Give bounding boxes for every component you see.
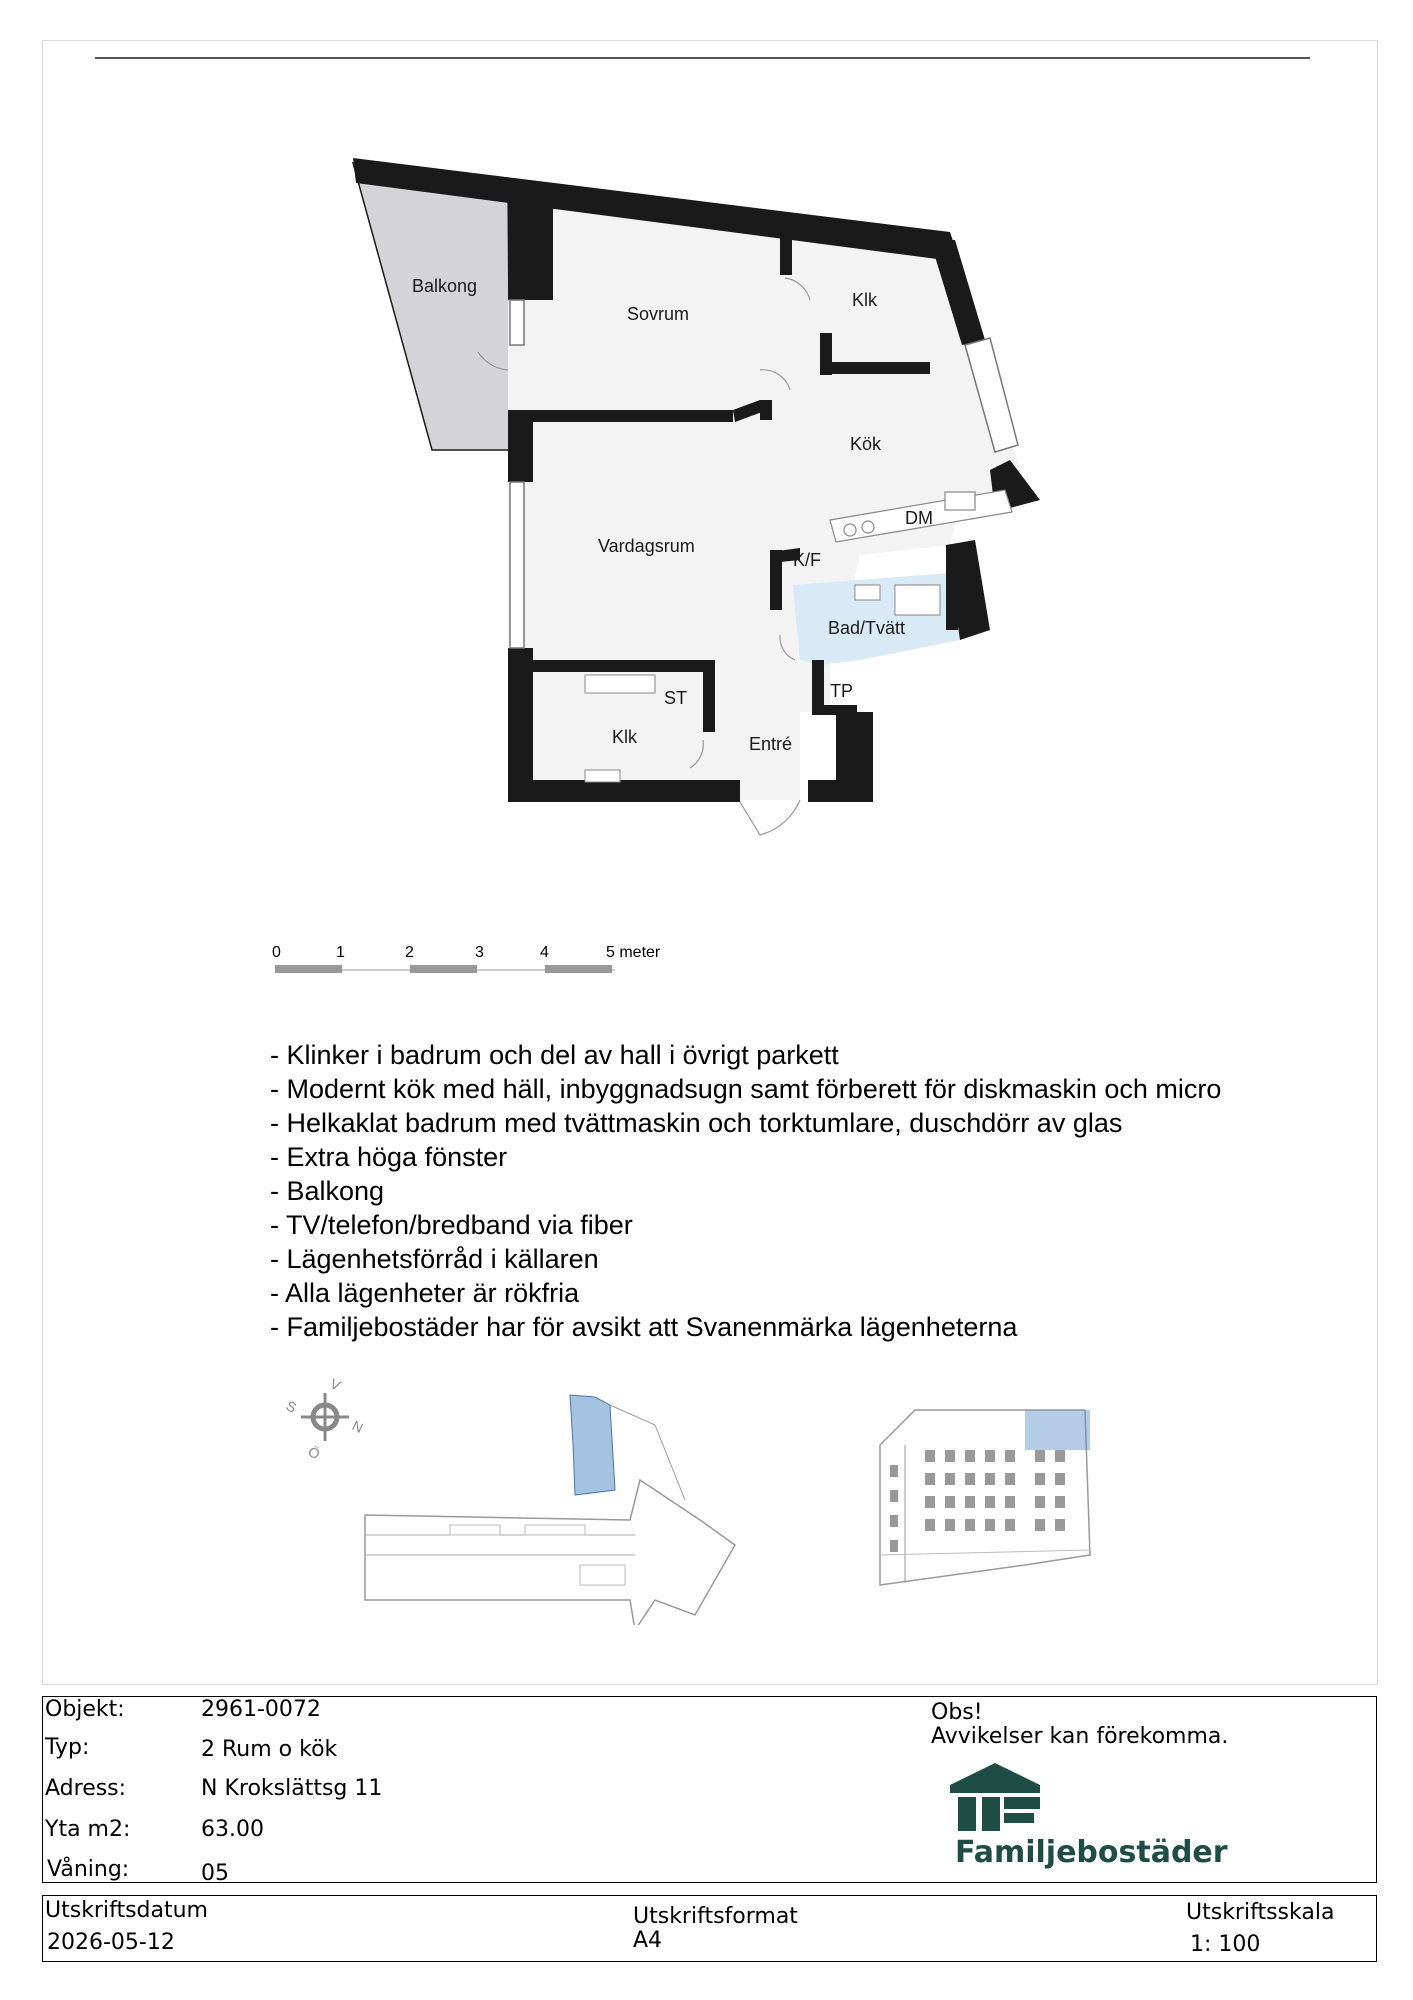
feature-list [270, 1038, 1221, 1344]
objekt-label: Objekt: [45, 1697, 125, 1722]
typ-value: 2 Rum o kök [201, 1737, 338, 1762]
familjebostader-logo-icon [950, 1763, 1070, 1833]
room-klk-bottom: Klk [612, 727, 638, 747]
facade-windows [890, 1450, 1065, 1552]
room-klk-top: Klk [852, 290, 878, 310]
brand-name: Familjebostäder [955, 1835, 1228, 1870]
room-balkong: Balkong [412, 276, 478, 296]
scale-label-0: 0 [272, 944, 281, 961]
compass-n: N [349, 1417, 366, 1436]
scale-label-4: 4 [540, 944, 549, 961]
room-kok: Kök [850, 434, 882, 454]
adress-label: Adress: [45, 1776, 127, 1801]
room-st: ST [664, 688, 688, 708]
print-format-value: A4 [633, 1928, 663, 1953]
room-tp: TP [830, 681, 854, 701]
room-bad-tvatt: Bad/Tvätt [828, 618, 906, 638]
obs-text: Avvikelser kan förekomma. [931, 1724, 1229, 1749]
print-format-label: Utskriftsformat [633, 1904, 798, 1929]
top-divider [95, 57, 1310, 59]
compass-v: V [327, 1375, 343, 1394]
room-entre: Entré [749, 734, 793, 754]
room-sovrum: Sovrum [627, 304, 690, 324]
vaning-value: 05 [201, 1861, 229, 1886]
room-vardagsrum: Vardagsrum [598, 536, 695, 556]
obs-title: Obs! [931, 1700, 983, 1725]
feature-item: - TV/telefon/bredband via fiber [270, 1210, 633, 1240]
scale-bar [270, 935, 690, 990]
room-dm: DM [905, 508, 933, 528]
site-plan [355, 1385, 745, 1625]
feature-item: - Klinker i badrum och del av hall i övrigt parkett [270, 1040, 839, 1070]
objekt-value: 2961-0072 [201, 1697, 321, 1722]
feature-item: - Balkong [270, 1176, 385, 1206]
feature-item: - Extra höga fönster [270, 1142, 508, 1172]
feature-item: - Lägenhetsförråd i källaren [270, 1244, 599, 1274]
feature-item: - Familjebostäder har för avsikt att Svanenmärka lägenheterna [270, 1312, 1018, 1342]
scale-label-1: 1 [336, 944, 345, 961]
print-scale-value: 1: 100 [1190, 1932, 1261, 1957]
vaning-label: Våning: [47, 1857, 130, 1882]
compass-o: Ö [305, 1443, 323, 1463]
feature-item: - Modernt kök med häll, inbyggnadsugn samt förberett för diskmaskin och micro [270, 1074, 1222, 1104]
print-footer [42, 1895, 1377, 1962]
yta-value: 63.00 [201, 1817, 264, 1842]
floor-plan [340, 150, 1060, 850]
yta-label: Yta m2: [45, 1817, 131, 1842]
print-scale-label: Utskriftsskala [1186, 1900, 1335, 1925]
print-date-label: Utskriftsdatum [45, 1898, 208, 1923]
compass-s: S [283, 1397, 299, 1416]
room-kf: K/F [793, 550, 822, 570]
print-date-value: 2026-05-12 [47, 1930, 175, 1955]
scale-label-end: 5 meter [606, 944, 661, 961]
typ-label: Typ: [45, 1735, 90, 1760]
scale-label-3: 3 [475, 944, 484, 961]
adress-value: N Krokslättsg 11 [201, 1776, 383, 1801]
facade-elevation [875, 1405, 1095, 1595]
feature-item: - Helkaklat badrum med tvättmaskin och torktumlare, duschdörr av glas [270, 1108, 1123, 1138]
balcony-area [353, 163, 510, 450]
feature-item: - Alla lägenheter är rökfria [270, 1278, 580, 1308]
scale-label-2: 2 [405, 944, 414, 961]
